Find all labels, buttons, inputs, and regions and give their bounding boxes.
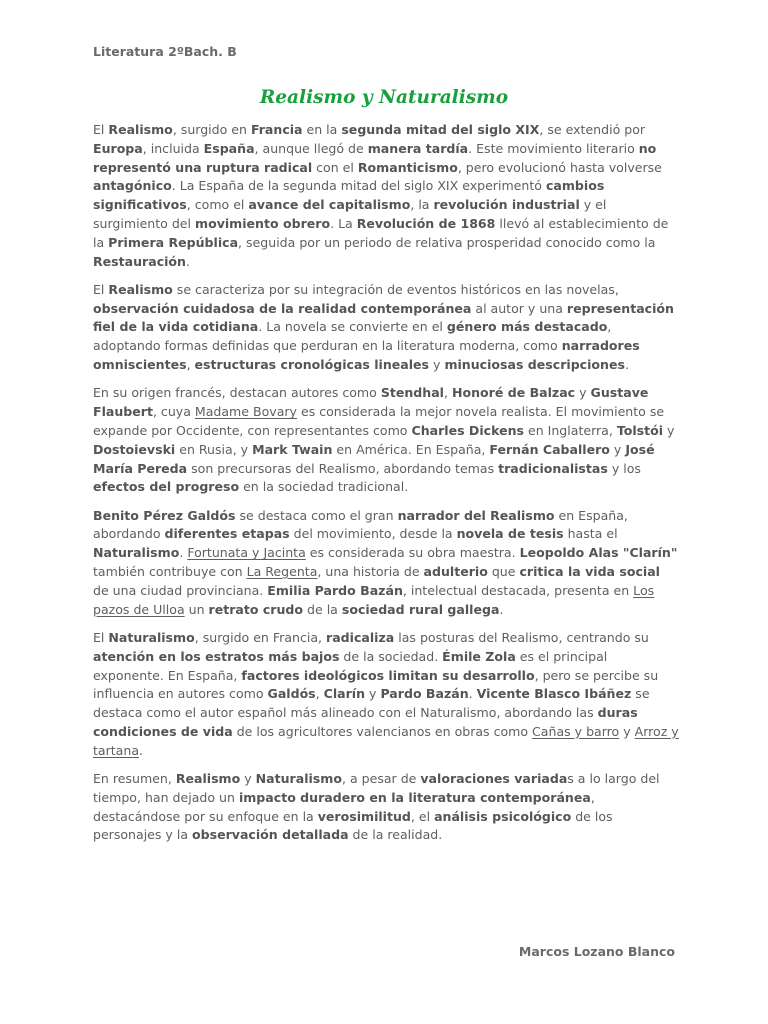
bold-term: no representó una ruptura radical bbox=[93, 140, 657, 175]
bold-term: antagónico bbox=[93, 178, 172, 194]
course-header: Literatura 2ºBach. B bbox=[93, 44, 237, 59]
bold-term: adulterio bbox=[423, 564, 488, 580]
text-run: , surgido en bbox=[172, 122, 251, 137]
text-run: también contribuye con bbox=[93, 564, 247, 580]
text-run: , bbox=[186, 357, 195, 373]
text-run: que bbox=[487, 564, 520, 580]
bold-term: duras condiciones de vida bbox=[93, 705, 638, 739]
bold-term: Europa bbox=[93, 140, 143, 156]
bold-term: Pardo Bazán bbox=[380, 686, 469, 702]
text-run: . bbox=[179, 545, 188, 561]
bold-term: Revolución de 1868 bbox=[356, 215, 496, 231]
text-run: . La España de la segunda mitad del siglo XIX experimentó bbox=[171, 178, 546, 194]
text-run: se caracteriza por su integración de eventos históricos en las novelas, bbox=[172, 281, 619, 297]
bold-term: minuciosas descripciones bbox=[444, 357, 625, 373]
text-run: . La novela se convierte en el bbox=[258, 319, 447, 335]
text-run: es el principal exponente. En España, bbox=[93, 648, 608, 683]
text-run: y el surgimiento del bbox=[93, 197, 607, 231]
text-run: , una historia de bbox=[317, 564, 424, 580]
text-run: , adoptando formas definidas que perduran en la literatura moderna, como bbox=[93, 319, 612, 354]
bold-term: valoraciones variada bbox=[420, 771, 568, 786]
text-run: . Este movimiento literario bbox=[468, 140, 639, 156]
text-run: de la realidad. bbox=[348, 827, 443, 843]
text-run: , cuya bbox=[152, 404, 195, 420]
text-run: , a pesar de bbox=[341, 771, 421, 786]
text-run: de los agricultores valencianos en obras como bbox=[232, 723, 533, 739]
author-signature: Marcos Lozano Blanco bbox=[518, 944, 675, 959]
bold-term: Naturalismo bbox=[108, 629, 195, 645]
text-run: , bbox=[444, 385, 452, 401]
text-run: y bbox=[365, 686, 381, 702]
bold-term: representación fiel de la vida cotidiana bbox=[93, 300, 674, 335]
work-title: Madame Bovary bbox=[194, 404, 297, 420]
bold-term: Galdós bbox=[267, 686, 316, 702]
bold-term: atención en los estratos más bajos bbox=[93, 648, 340, 664]
text-run: y los bbox=[607, 460, 641, 476]
bold-term: tradicionalistas bbox=[498, 460, 608, 476]
bold-term: Gustave Flaubert bbox=[93, 385, 649, 420]
text-run: se destaca como el gran bbox=[235, 507, 398, 523]
bold-term: Fernán Caballero bbox=[489, 441, 610, 457]
bold-term: Naturalismo bbox=[93, 545, 180, 561]
text-run: hasta el bbox=[563, 526, 618, 542]
bold-term: Realismo bbox=[108, 122, 173, 137]
document-body bbox=[93, 121, 679, 855]
bold-term: Romanticismo bbox=[357, 159, 458, 175]
text-run: en Rusia, y bbox=[175, 441, 253, 457]
work-title: Los pazos de Ulloa bbox=[93, 582, 655, 617]
bold-term: Honoré de Balzac bbox=[451, 385, 576, 401]
text-run: . bbox=[139, 742, 144, 758]
text-run: . bbox=[185, 253, 190, 269]
bold-term: Tolstói bbox=[616, 422, 664, 438]
text-run: y bbox=[429, 357, 445, 373]
bold-term: observación cuidadosa de la realidad contemporánea bbox=[93, 300, 472, 316]
bold-term: análisis psicológico bbox=[434, 808, 572, 824]
bold-term: estructuras cronológicas lineales bbox=[194, 357, 430, 373]
bold-term: Restauración bbox=[93, 253, 186, 269]
work-title: La Regenta bbox=[246, 564, 318, 580]
bold-term: avance del capitalismo bbox=[248, 197, 411, 213]
bold-term: narrador del Realismo bbox=[397, 507, 555, 523]
bold-term: Francia bbox=[250, 122, 303, 137]
paragraph-autores-europeos bbox=[93, 384, 679, 497]
work-title: Cañas y barro bbox=[532, 723, 620, 739]
text-run: es considerada su obra maestra. bbox=[305, 545, 520, 561]
bold-term: factores ideológicos limitan su desarrollo bbox=[241, 667, 535, 683]
bold-term: Clarín bbox=[323, 686, 366, 702]
text-run: . bbox=[468, 686, 477, 702]
text-run: y bbox=[240, 771, 256, 786]
bold-term: Emilia Pardo Bazán bbox=[267, 582, 403, 598]
text-run: en América. En España, bbox=[332, 441, 490, 457]
bold-term: género más destacado bbox=[446, 319, 608, 335]
bold-term: Leopoldo Alas "Clarín" bbox=[519, 545, 678, 561]
text-run: en la bbox=[302, 122, 342, 137]
text-run: , destacándose por su enfoque en la bbox=[93, 789, 595, 824]
bold-term: manera tardía bbox=[367, 140, 469, 156]
bold-term: movimiento obrero bbox=[195, 215, 331, 231]
text-run: al autor y una bbox=[471, 300, 567, 316]
bold-term: retrato crudo bbox=[208, 601, 304, 617]
bold-term: Charles Dickens bbox=[411, 422, 524, 438]
text-run: , como el bbox=[186, 197, 249, 213]
text-run: de la bbox=[303, 601, 342, 617]
text-run: , bbox=[315, 686, 324, 702]
text-run: y bbox=[663, 422, 675, 438]
text-run: es considerada la mejor novela realista. El movimiento se expande por Occidente, con representantes como bbox=[93, 404, 665, 438]
bold-term: Primera República bbox=[108, 234, 239, 250]
text-run: . La bbox=[330, 215, 357, 231]
bold-term: Stendhal bbox=[380, 385, 444, 401]
text-run: de los personajes y la bbox=[93, 808, 613, 843]
bold-term: Dostoievski bbox=[93, 441, 176, 457]
bold-term: Mark Twain bbox=[252, 441, 333, 457]
text-run: un bbox=[184, 601, 209, 617]
bold-term: critica la vida social bbox=[519, 564, 660, 580]
text-run: en España, abordando bbox=[93, 507, 628, 542]
text-run: y bbox=[575, 385, 591, 401]
bold-term: impacto duradero en la literatura contemporánea bbox=[238, 789, 591, 805]
paragraph-realismo-caracteristicas bbox=[93, 281, 679, 375]
bold-term: Naturalismo bbox=[255, 771, 342, 786]
text-run: y bbox=[609, 441, 626, 457]
text-run: , aunque llegó de bbox=[254, 140, 368, 156]
text-run: , incluida bbox=[142, 140, 204, 156]
text-run: , surgido en Francia, bbox=[194, 629, 327, 645]
bold-term: sociedad rural gallega bbox=[341, 601, 500, 617]
document-title: Realismo y Naturalismo bbox=[259, 87, 509, 108]
text-run: llevó al establecimiento de la bbox=[93, 215, 669, 250]
bold-term: José María Pereda bbox=[93, 441, 655, 476]
text-run: El bbox=[93, 629, 109, 645]
bold-term: segunda mitad del siglo XIX bbox=[341, 122, 540, 137]
text-run: las posturas del Realismo, centrando su bbox=[394, 629, 649, 645]
paragraph-resumen bbox=[93, 770, 679, 845]
text-run: , pero se percibe su influencia en autores como bbox=[93, 667, 659, 702]
bold-term: cambios significativos bbox=[93, 178, 605, 213]
text-run: de una ciudad provinciana. bbox=[93, 582, 268, 598]
bold-term: efectos del progreso bbox=[93, 479, 240, 495]
text-run: s a lo largo del tiempo, han dejado un bbox=[93, 771, 660, 805]
bold-term: España bbox=[203, 140, 255, 156]
paragraph-naturalismo bbox=[93, 629, 679, 761]
text-run: , se extendió por bbox=[539, 122, 646, 137]
bold-term: diferentes etapas bbox=[164, 526, 290, 542]
text-run: y bbox=[619, 723, 635, 739]
bold-term: novela de tesis bbox=[456, 526, 564, 542]
paragraph-realismo-origen bbox=[93, 121, 679, 271]
paragraph-autores-espanoles bbox=[93, 507, 679, 620]
text-run: de la sociedad. bbox=[339, 648, 443, 664]
bold-term: radicaliza bbox=[326, 629, 395, 645]
bold-term: verosimilitud bbox=[317, 808, 411, 824]
bold-term: Realismo bbox=[108, 281, 173, 297]
bold-term: Benito Pérez Galdós bbox=[93, 507, 236, 523]
text-run: El bbox=[93, 122, 109, 137]
work-title: Arroz y tartana bbox=[93, 723, 679, 758]
bold-term: Émile Zola bbox=[442, 648, 516, 664]
text-run: En su origen francés, destacan autores como bbox=[93, 385, 381, 401]
text-run: , la bbox=[410, 197, 434, 213]
text-run: El bbox=[93, 281, 109, 297]
text-run: , intelectual destacada, presenta en bbox=[402, 582, 634, 598]
text-run: con el bbox=[312, 159, 358, 175]
text-run: En resumen, bbox=[93, 771, 176, 786]
text-run: . bbox=[624, 357, 629, 373]
bold-term: Realismo bbox=[175, 771, 241, 786]
work-title: Fortunata y Jacinta bbox=[187, 545, 306, 561]
text-run: del movimiento, desde la bbox=[289, 526, 457, 542]
text-run: son precursoras del Realismo, abordando temas bbox=[187, 460, 499, 476]
bold-term: observación detallada bbox=[192, 827, 349, 843]
bold-term: Vicente Blasco Ibáñez bbox=[476, 686, 632, 702]
bold-term: narradores omniscientes bbox=[93, 338, 640, 373]
text-run: , pero evolucionó hasta volverse bbox=[457, 159, 662, 175]
text-run: , el bbox=[410, 808, 435, 824]
text-run: en la sociedad tradicional. bbox=[239, 479, 409, 495]
text-run: en Inglaterra, bbox=[524, 422, 617, 438]
bold-term: revolución industrial bbox=[433, 197, 580, 213]
text-run: . bbox=[499, 601, 504, 617]
text-run: , seguida por un periodo de relativa prosperidad conocido como la bbox=[238, 234, 656, 250]
text-run: se destaca como el autor español más alineado con el Naturalismo, abordando las bbox=[93, 686, 650, 721]
